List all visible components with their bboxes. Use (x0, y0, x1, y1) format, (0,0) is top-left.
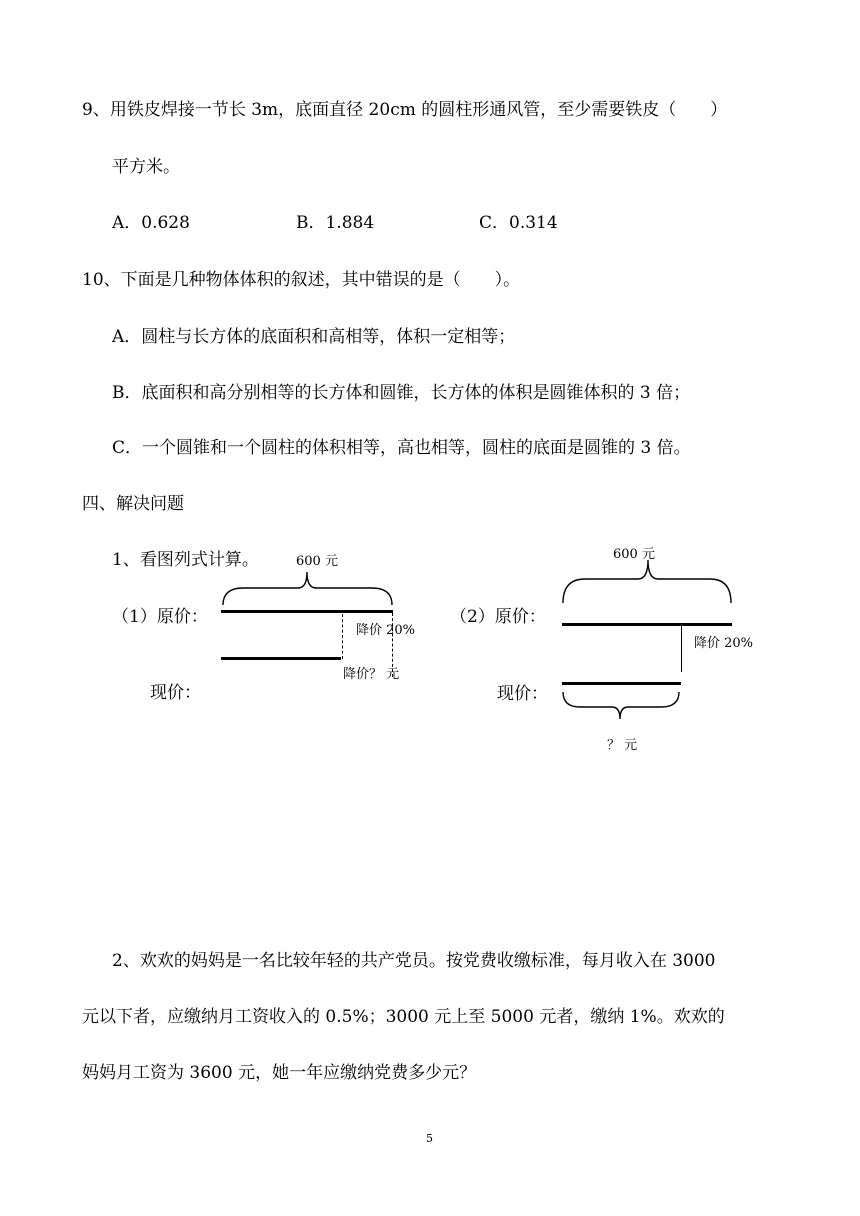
fig2-question-amount: ？ 元 (607, 738, 638, 753)
fig2-original-price-label: （2）原价： (450, 607, 546, 627)
fig2-current-price-label: 现价： (497, 684, 548, 704)
q9-stem: 9、用铁皮焊接一节长 3m，底面直径 20cm 的圆柱形通风管，至少需要铁皮（ ） (82, 100, 728, 120)
q10-option-a: A．圆柱与长方体的底面积和高相等，体积一定相等； (112, 327, 516, 347)
fig1-discount-amount: 降价？ 元 (343, 667, 400, 682)
problem1-intro: 1、看图列式计算。 (112, 550, 259, 570)
fig1-original-price-label: （1）原价： (112, 607, 208, 627)
q9-option-b: B．1.884 (296, 213, 375, 233)
fig2-discount-rate: 降价 20% (694, 636, 754, 651)
problem2-line3: 妈妈月工资为 3600 元，她一年应缴纳党费多少元？ (82, 1063, 477, 1083)
q9-stem-continued: 平方米。 (112, 157, 180, 177)
fig1-discount-rate: 降价 20% (356, 623, 416, 638)
q10-stem: 10、下面是几种物体体积的叙述，其中错误的是（ ）。 (82, 270, 521, 290)
fig1-total-label: 600 元 (296, 554, 338, 569)
q10-option-b: B．底面积和高分别相等的长方体和圆锥，长方体的体积是圆锥体积的 3 倍； (112, 383, 691, 403)
fig2-total-label: 600 元 (613, 547, 655, 562)
q9-option-c: C．0.314 (479, 213, 558, 233)
page-number: 5 (426, 1132, 433, 1145)
q9-option-a: A．0.628 (112, 213, 190, 233)
problem2-line2: 元以下者，应缴纳月工资收入的 0.5%；3000 元上至 5000 元者，缴纳 1%。欢欢的 (82, 1007, 725, 1027)
problem2-line1: 2、欢欢的妈妈是一名比较年轻的共产党员。按党费收缴标准，每月收入在 3000 (112, 951, 716, 971)
section-title: 四、解决问题 (82, 494, 184, 514)
q10-option-c: C．一个圆锥和一个圆柱的体积相等，高也相等，圆柱的底面是圆锥的 3 倍。 (112, 438, 691, 458)
fig1-current-price-label: 现价： (150, 683, 201, 703)
